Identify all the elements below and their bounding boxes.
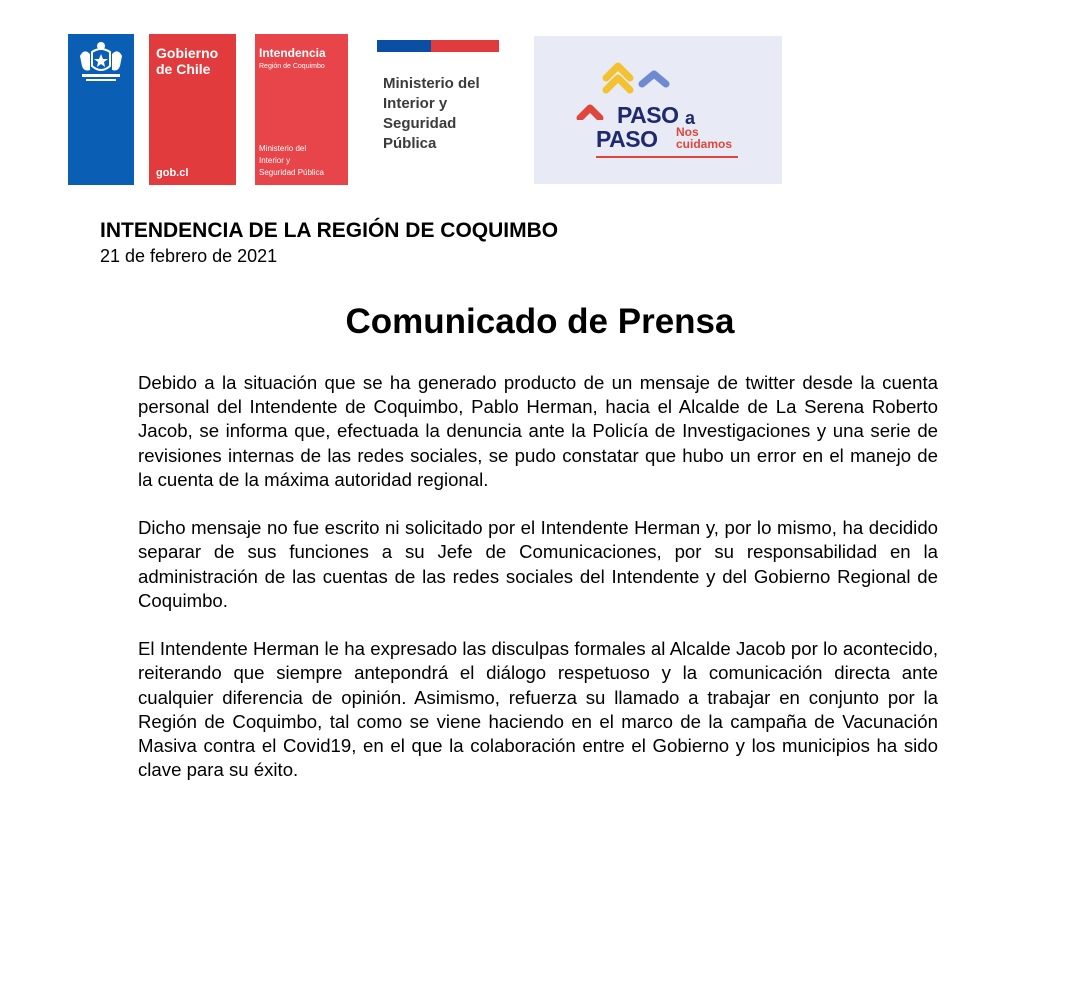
flag-bar [377, 40, 499, 52]
gobierno-line-1: Gobierno [156, 45, 219, 61]
paso-connector: a [685, 108, 696, 128]
intendencia-logo-title: Intendencia [259, 46, 326, 60]
paso-word-2: PASO [596, 126, 658, 152]
paso-a-paso-logo [534, 36, 782, 184]
intendencia-logo [255, 34, 348, 185]
intendencia-logo-subtitle: Región de Coquimbo [259, 63, 325, 70]
ministerio-line-3: Seguridad [383, 115, 457, 132]
press-release-body [138, 371, 938, 807]
paso-word-1: PASO [617, 102, 679, 128]
ministerio-logo-text [383, 74, 513, 154]
gobierno-line-2: de Chile [156, 61, 211, 77]
paso-tagline-2: cuidamos [676, 137, 733, 151]
gobierno-logo-text [156, 45, 236, 77]
intendencia-footer-line-1: Ministerio del [259, 144, 307, 153]
document-date: 21 de febrero de 2021 [100, 246, 278, 266]
gobierno-logo-footer: gob.cl [156, 167, 189, 179]
intendencia-footer-line-2: Interior y [259, 156, 291, 165]
paso-tagline-1: Nos [676, 125, 699, 139]
intendencia-footer-line-3: Seguridad Pública [259, 168, 324, 177]
coat-of-arms-logo [68, 34, 134, 185]
ministerio-logo [377, 40, 499, 160]
ministerio-line-4: Pública [383, 135, 437, 152]
paragraph-3: El Intendente Herman le ha expresado las disculpas formales al Alcalde Jacob por lo acontecido, reiterando que siempre antepondrá el diálogo respetuoso y la comunicación directa ante cualquier diferencia de opinión. Asimismo, refuerza su llamado a trabajar en conjunto por la Región de Coquimbo, tal como se viene haciendo en el marco de la campaña de Vacunación Masiva contra el Covid19, en el que la colaboración entre el Gobierno y los municipios ha sido clave para su éxito. [138, 638, 938, 781]
ministerio-line-2: Interior y [383, 95, 448, 112]
paragraph-1: Debido a la situación que se ha generado producto de un mensaje de twitter desde la cuenta personal del Intendente de Coquimbo, Pablo Herman, hacia el Alcalde de La Serena Roberto Jacob, se informa que, efectuada la denuncia ante la Policía de Investigaciones y una serie de revisiones internas de las redes sociales, se pudo constatar que hubo un error en el manejo de la cuenta de la máxima autoridad regional. [138, 372, 938, 490]
intendencia-logo-footer [259, 143, 347, 179]
organization-heading: INTENDENCIA DE LA REGIÓN DE COQUIMBO [100, 219, 559, 242]
paso-underline [596, 156, 738, 158]
ministerio-line-1: Ministerio del [383, 75, 480, 92]
gobierno-de-chile-logo [149, 34, 236, 185]
flag-bar-red [431, 40, 499, 52]
page-title: Comunicado de Prensa [345, 302, 735, 341]
coat-of-arms-icon [76, 40, 126, 84]
flag-bar-blue [377, 40, 431, 52]
paragraph-2: Dicho mensaje no fue escrito ni solicitado por el Intendente Herman y, por lo mismo, ha decidido separar de sus funciones a su Jefe de Comunicaciones, por su responsabilidad en la administración de las cuentas de las redes sociales del Intendente y del Gobierno Regional de Coquimbo. [138, 517, 938, 611]
